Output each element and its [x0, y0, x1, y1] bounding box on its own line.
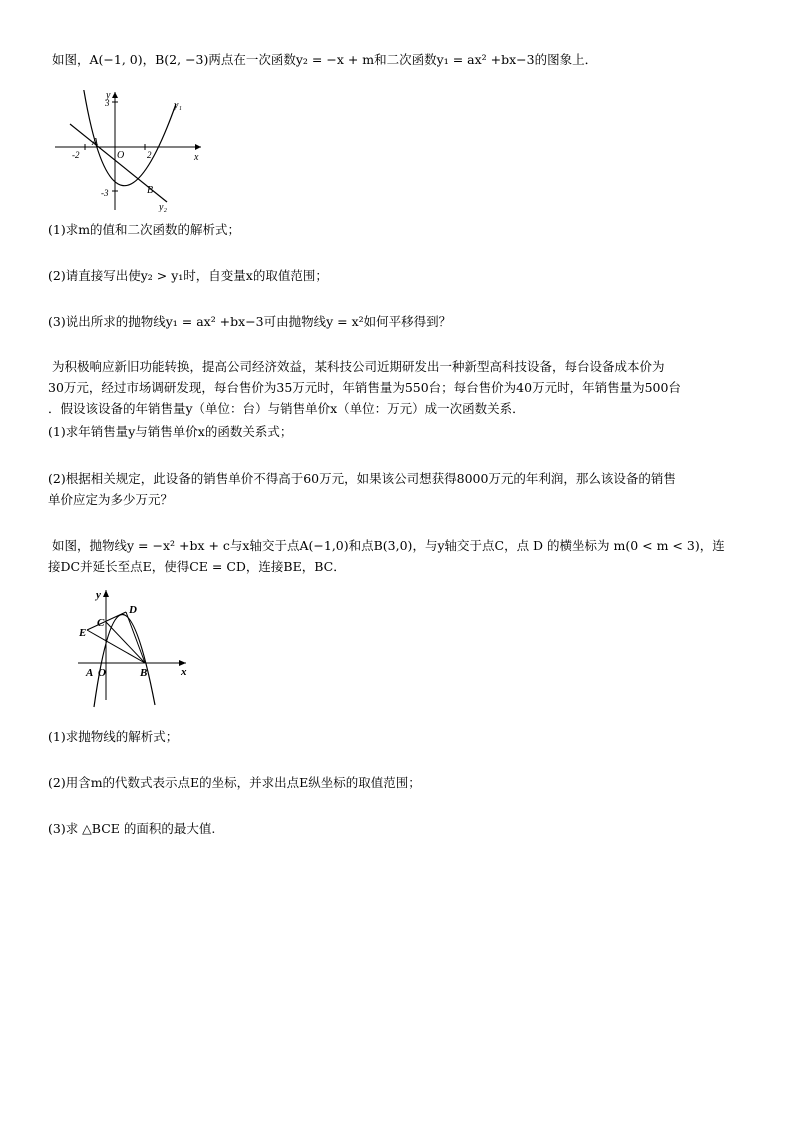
problem2-question2-line1: (2)根据相关规定，此设备的销售单价不得高于60万元，如果该公司想获得8000万元的年利润，那么该设备的销售 [48, 471, 676, 486]
problem1-question1: (1)求m的值和二次函数的解析式； [48, 222, 241, 237]
problem3-question3: (3)求 △BCE 的面积的最大值. [48, 821, 216, 836]
problem2-intro-line1: 为积极响应新旧功能转换，提高公司经济效益，某科技公司近期研发出一种新型高科技设备，每台设备成本价为 [52, 359, 665, 374]
problem2-question2 [48, 468, 748, 510]
problem1-question3: (3)说出所求的抛物线y₁ = ax² +bx−3可由抛物线y = x²如何平移得到？ [48, 314, 452, 329]
fig1-origin-label: O [117, 150, 125, 161]
problem1-figure [55, 90, 205, 212]
fig1-curve-y1-label: y₁ [174, 100, 182, 111]
problem3-question1: (1)求抛物线的解析式； [48, 729, 179, 744]
fig1-tick-neg2: -2 [72, 150, 80, 160]
fig1-x-axis-label: x [194, 152, 199, 163]
problem3-figure [48, 585, 198, 710]
problem3-intro-line1: 如图，抛物线y = −x² +bx + c与x轴交于点A(−1,0)和点B(3,0)，与y轴交于点C，点 D 的横坐标为 m(0 < m < 3)，连 [52, 538, 725, 553]
fig1-tick-2: 2 [147, 150, 152, 160]
problem3-question2: (2)用含m的代数式表示点E的坐标，并求出点E纵坐标的取值范围； [48, 775, 421, 790]
fig3-y-axis-label: y [96, 589, 101, 601]
fig1-point-b-label: B [147, 185, 154, 196]
problem1-intro: 如图，A(−1, 0)，B(2, −3)两点在一次函数y₂ = −x + m和二次函数y₁ = ax² +bx−3的图象上． [52, 52, 598, 67]
fig1-point-a-label: A [92, 137, 99, 148]
problem2-intro [48, 356, 748, 419]
fig3-point-d-label: D [129, 604, 137, 616]
fig1-line-y2-label: y₂ [159, 202, 167, 212]
fig3-x-axis-label: x [181, 666, 187, 678]
fig3-point-b-label: B [140, 667, 148, 679]
fig3-origin-label: O [98, 667, 106, 679]
problem1-question2: (2)请直接写出使y₂ > y₁时，自变量x的取值范围； [48, 268, 328, 283]
problem2-question2-line2: 单价应定为多少万元？ [48, 492, 174, 507]
problem2-intro-line3: ．假设该设备的年销售量y（单位：台）与销售单价x（单位：万元）成一次函数关系． [48, 401, 525, 416]
fig3-point-a-label: A [86, 667, 94, 679]
fig3-point-c-label: C [97, 617, 105, 629]
problem2-intro-line2: 30万元，经过市场调研发现，每台售价为35万元时，年销售量为550台；每台售价为40万元时，年销售量为500台 [48, 380, 681, 395]
problem3-intro-line2: 接DC并延长至点E，使得CE = CD，连接BE，BC． [48, 559, 346, 574]
problem2-question1: (1)求年销售量y与销售单价x的函数关系式； [48, 424, 293, 439]
fig1-tick-3: 3 [105, 98, 110, 108]
fig3-point-e-label: E [79, 627, 87, 639]
problem3-intro [48, 535, 748, 577]
fig1-y-axis-label: y [106, 90, 111, 101]
fig1-tick-neg3: -3 [101, 188, 109, 198]
